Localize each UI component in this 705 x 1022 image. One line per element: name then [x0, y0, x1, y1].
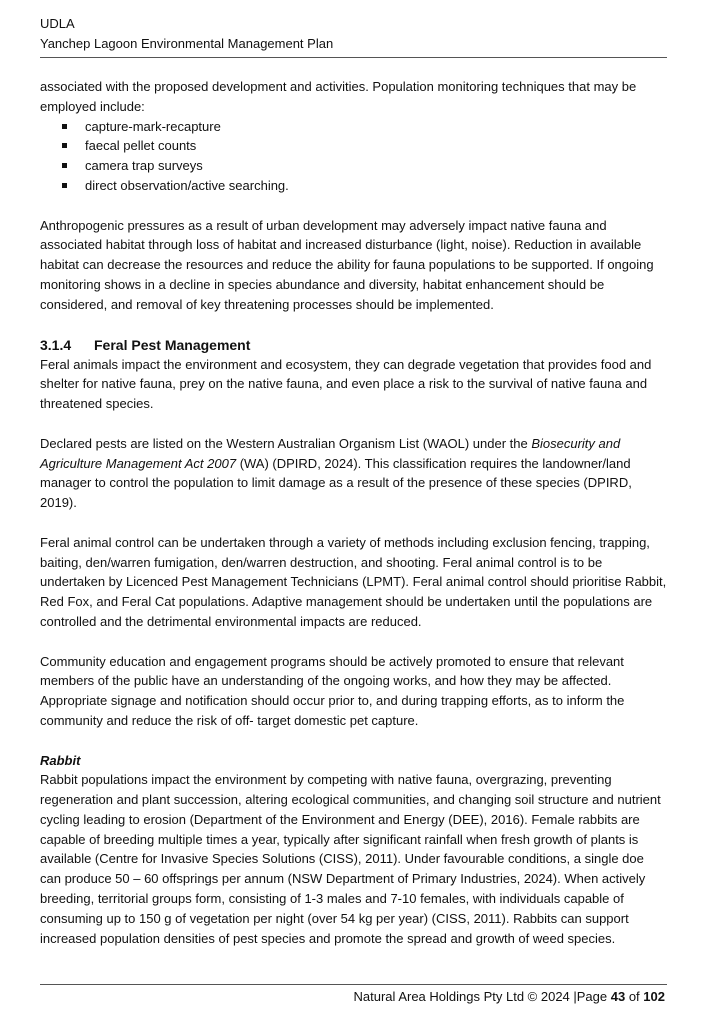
- header-divider: [40, 57, 667, 58]
- page-footer: Natural Area Holdings Pty Ltd © 2024 |Page 43 of 102: [353, 989, 665, 1004]
- footer-divider: [40, 984, 667, 985]
- community-paragraph: Community education and engagement programs should be actively promoted to ensure that relevant members of the public have an understanding of the ongoing works, and how they may be affected. Appropriate signage and notification should occur prior to, and during trapping efforts, as to inform the community and reduce the risk of off- target domestic pet capture.: [40, 653, 625, 728]
- rabbit-paragraph: Rabbit populations impact the environment by competing with native fauna, overgrazing, preventing regeneration and plant succession, altering ecological communities, and changing soil structure and nutrient cycling leading to erosion (Department of the Environment and Energy (DEE), 2016). Female rabbits are capable of breeding multiple times a year, typically after significant rainfall when fresh growth of plants is available (Centre for Invasive Species Solutions (CISS), 2011). Under favourable conditions, a single doe can produce 50 – 60 offsprings per annum (NSW Department of Primary Industries, 2024). When actively breeding, territorial groups form, consisting of 1-3 males and 7-10 females, with individuals capable of consuming up to 150 g of vegetation per night (over 54 kg per year) (CISS, 2011). Rabbits can support increased population densities of pest species and promote the spread and growth of weed species.: [40, 772, 661, 946]
- control-methods-paragraph: Feral animal control can be undertaken through a variety of methods including exclusion fencing, trapping, baiting, den/warren fumigation, den/warren destruction, and shooting. Feral animal control is to be undertaken by Licenced Pest Management Technicians (LPMT). Feral animal control should prioritise Rabbit, Red Fox, and Feral Cat populations. Adaptive management should be undertaken until the populations are controlled and the detrimental environmental impacts are reduced.: [40, 534, 667, 629]
- list-item: capture-mark-recapture: [40, 117, 668, 137]
- page-header: [40, 14, 667, 54]
- act-name: Biosecurity and Agriculture Management Act 2007: [40, 435, 621, 471]
- anthropogenic-paragraph: Anthropogenic pressures as a result of urban development may adversely impact native fauna and associated habitat through loss of habitat and increased disturbance (light, noise). Reduction in available habitat can decrease the resources and reduce the ability for fauna populations to be supported. If ongoing monitoring shows in a decline in species abundance and diversity, habitat enhancement should be considered, and removal of key threatening processes should be implemented.: [40, 217, 654, 312]
- section-title: Feral Pest Management: [94, 336, 251, 353]
- declared-pests-paragraph: Declared pests are listed on the Western Australian Organism List (WAOL) under the Biosecurity and Agriculture Management Act 2007 (WA) (DPIRD, 2024). This classification requires the landowner/land manager to control the population to limit damage as a result of the presence of these species (DPIRD, 2019).: [40, 435, 632, 511]
- footer-company: Natural Area Holdings Pty Ltd © 2024 |Page: [353, 989, 611, 1004]
- section-number: 3.1.4: [40, 336, 72, 353]
- feral-intro-paragraph: Feral animals impact the environment and ecosystem, they can degrade vegetation that provides food and shelter for native fauna, prey on the native fauna, and even place a risk to the survival of native fauna and threatened species.: [40, 356, 652, 412]
- bullet-icon: [62, 163, 67, 168]
- list-item: faecal pellet counts: [40, 136, 668, 156]
- section-heading: [40, 335, 668, 355]
- footer-page-number: 43: [610, 989, 626, 1004]
- intro-paragraph: associated with the proposed development and activities. Population monitoring techniques that may be employed include:: [40, 79, 637, 114]
- header-doc-title: Yanchep Lagoon Environmental Management Plan: [40, 36, 334, 51]
- rabbit-heading: Rabbit: [40, 752, 81, 768]
- page-body: [40, 77, 668, 948]
- bullet-icon: [62, 124, 67, 129]
- list-item: direct observation/active searching.: [40, 176, 668, 196]
- list-item: camera trap surveys: [40, 156, 668, 176]
- monitoring-techniques-list: [40, 117, 668, 196]
- bullet-icon: [62, 183, 67, 188]
- footer-total-pages: 102: [643, 989, 665, 1004]
- bullet-icon: [62, 143, 67, 148]
- header-org: UDLA: [40, 16, 75, 31]
